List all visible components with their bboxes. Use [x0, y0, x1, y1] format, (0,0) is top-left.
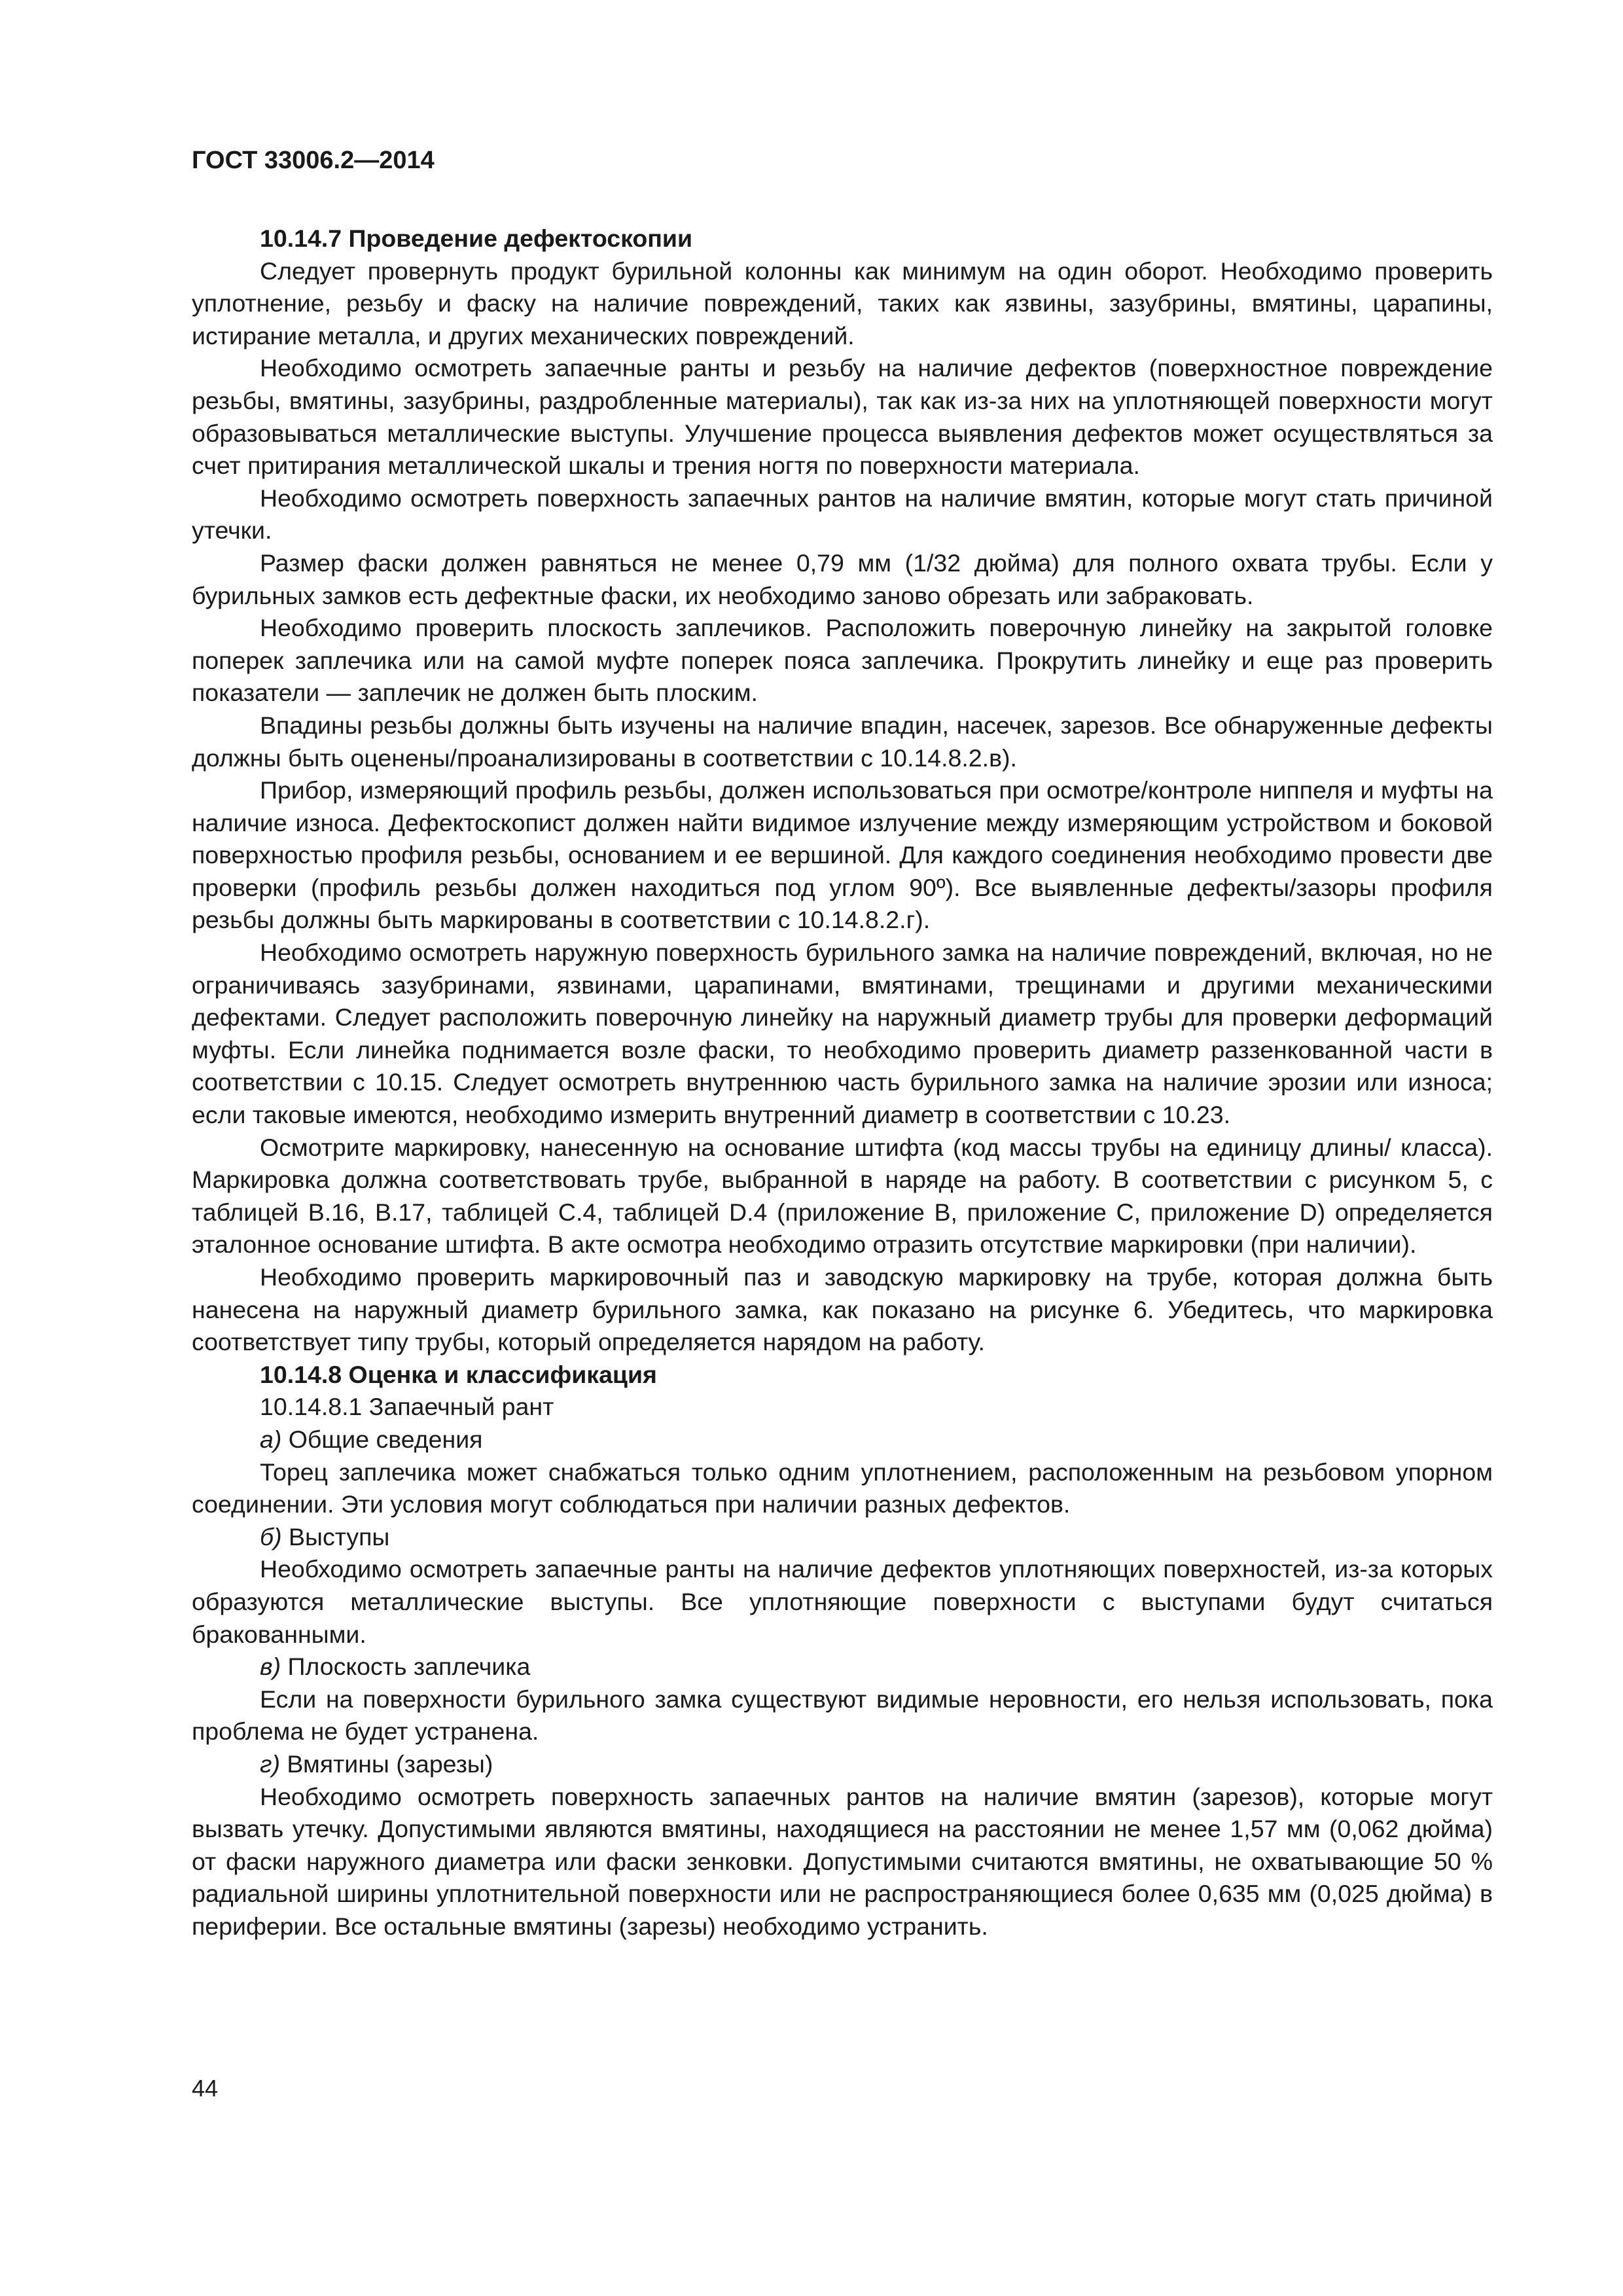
section-heading-10-14-7: 10.14.7 Проведение дефектоскопии	[260, 224, 693, 252]
paragraph: Необходимо осмотреть запаечные ранты и резьбу на наличие дефектов (поверхностное повреждение резьбы, вмятины, зазубрины, раздробленные материалы), так как из-за них на уплотняющей поверхности могут образовываться металлические выступы. Улучшение процесса выявления дефектов может осуществляться за счет притирания металлической шкалы и трения ногтя по поверхности материала.	[192, 354, 1493, 480]
paragraph: Следует провернуть продукт бурильной колонны как минимум на один оборот. Необходимо проверить уплотнение, резьбу и фаску на наличие повреждений, таких как язвины, зазубрины, вмятины, царапины, истирание металла, и других механических повреждений.	[192, 257, 1493, 350]
paragraph: Размер фаски должен равняться не менее 0,79 мм (1/32 дюйма) для полного охвата трубы. Если у бурильных замков есть дефектные фаски, их необходимо заново обрезать или забраковать.	[192, 548, 1493, 609]
paragraph: Необходимо осмотреть поверхность запаечных рантов на наличие вмятин (зарезов), которые могут вызвать утечку. Допустимыми являются вмятины, находящиеся на расстоянии не менее 1,57 мм (0,062 дюйма) от фаски наружного диаметра или фаски зенковки. Допустимыми считаются вмятины, не охватывающие 50 % радиальной ширины уплотнительной поверхности или не распространяющиеся более 0,635 мм (0,025 дюйма) в периферии. Все остальные вмятины (зарезы) необходимо устранить.	[192, 1782, 1493, 1940]
item-heading-v: в) Плоскость заплечика	[260, 1653, 531, 1681]
paragraph: Торец заплечика может снабжаться только одним уплотнением, расположенным на резьбовом упорном соединении. Эти условия могут соблюдаться при наличии разных дефектов.	[192, 1458, 1493, 1518]
paragraph: Необходимо проверить маркировочный паз и заводскую маркировку на трубе, которая должна быть нанесена на наружный диаметр бурильного замка, как показано на рисунке 6. Убедитесь, что маркировка соответствует типу трубы, который определяется нарядом на работу.	[192, 1263, 1493, 1356]
subsection-heading: 10.14.8.1 Запаечный рант	[260, 1393, 554, 1421]
paragraph: Необходимо осмотреть наружную поверхность бурильного замка на наличие повреждений, включая, но не ограничиваясь зазубринами, язвинами, царапинами, вмятинами, трещинами и другими механическими дефектами. Следует расположить поверочную линейку на наружный диаметр трубы для проверки деформаций муфты. Если линейка поднимается возле фаски, то необходимо проверить диаметр раззенкованной части в соответствии с 10.15. Следует осмотреть внутреннюю часть бурильного замка на наличие эрозии или износа; если таковые имеются, необходимо измерить внутренний диаметр в соответствии с 10.23.	[192, 939, 1493, 1129]
page-number: 44	[192, 2075, 219, 2102]
paragraph: Впадины резьбы должны быть изучены на наличие впадин, насечек, зарезов. Все обнаруженные дефекты должны быть оценены/проанализированы в соответствии с 10.14.8.2.в).	[192, 711, 1493, 772]
paragraph: Прибор, измеряющий профиль резьбы, должен использоваться при осмотре/контроле ниппеля и муфты на наличие износа. Дефектоскопист должен найти видимое излучение между измеряющим устройством и боковой поверхностью профиля резьбы, основанием и ее вершиной. Для каждого соединения необходимо провести две проверки (профиль резьбы должен находиться под углом 90º). Все выявленные дефекты/зазоры профиля резьбы должны быть маркированы в соответствии с 10.14.8.2.г).	[192, 776, 1493, 934]
document-header: ГОСТ 33006.2—2014	[192, 147, 435, 174]
paragraph: Необходимо проверить плоскость заплечиков. Расположить поверочную линейку на закрытой головке поперек заплечика или на самой муфте поперек пояса заплечика. Прокрутить линейку и еще раз проверить показатели — заплечик не должен быть плоским.	[192, 614, 1493, 707]
item-letter: г)	[260, 1749, 280, 1778]
item-letter: б)	[260, 1522, 282, 1551]
paragraph: Осмотрите маркировку, нанесенную на основание штифта (код массы трубы на единицу длины/ класса). Маркировка должна соответствовать трубе, выбранной в наряде на работу. В соответствии с рисунком 5, с таблицей В.16, В.17, таблицей С.4, таблицей D.4 (приложение В, приложение С, приложение D) определяется эталонное основание штифта. В акте осмотра необходимо отразить отсутствие маркировки (при наличии).	[192, 1133, 1493, 1259]
item-heading-a: а) Общие сведения	[260, 1425, 483, 1453]
document-body	[192, 223, 1493, 1943]
item-letter: а)	[260, 1425, 282, 1453]
paragraph: Если на поверхности бурильного замка существуют видимые неровности, его нельзя использовать, пока проблема не будет устранена.	[192, 1685, 1493, 1746]
item-heading-g: г) Вмятины (зарезы)	[260, 1749, 493, 1778]
paragraph: Необходимо осмотреть поверхность запаечных рантов на наличие вмятин, которые могут стать причиной утечки.	[192, 484, 1493, 545]
item-heading-b: б) Выступы	[260, 1522, 390, 1551]
section-heading-10-14-8: 10.14.8 Оценка и классификация	[260, 1360, 657, 1388]
item-letter: в)	[260, 1653, 281, 1681]
paragraph: Необходимо осмотреть запаечные ранты на наличие дефектов уплотняющих поверхностей, из-за которых образуются металлические выступы. Все уплотняющие поверхности с выступами будут считаться бракованными.	[192, 1555, 1493, 1648]
